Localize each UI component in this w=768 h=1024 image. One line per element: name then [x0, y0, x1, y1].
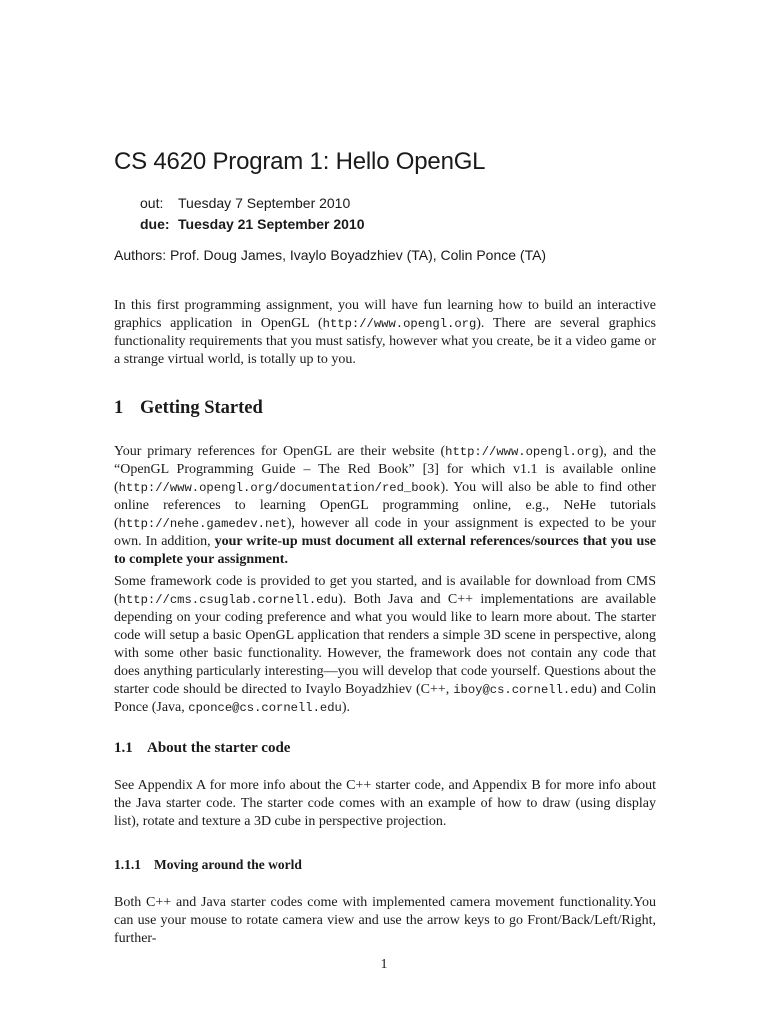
- document-title: CS 4620 Program 1: Hello OpenGL: [114, 148, 486, 175]
- subsubsection-heading: 1.1.1 Moving around the world: [114, 857, 302, 872]
- dates-block: [140, 193, 365, 235]
- references-paragraph: Your primary references for OpenGL are their website (http://www.opengl.org), and the “OpenGL Programming Guide – The Red Book” [3] for which v1.1 is available online (http://www.opengl.org/documentation/red_book). You will also be able to find other online references to learning OpenGL programming online, e.g., NeHe tutorials (http://nehe.gamedev.net), however all code in your assignment is expected to be your own. In addition, your write-up must document all external references/sources that you use to complete your assignment.: [114, 444, 657, 567]
- authors-line: Authors: Prof. Doug James, Ivaylo Boyadzhiev (TA), Colin Ponce (TA): [114, 247, 547, 263]
- page-number: 1: [380, 957, 388, 972]
- url-link[interactable]: http://www.opengl.org/documentation/red_book: [118, 481, 441, 495]
- starter-code-paragraph: See Appendix A for more info about the C++ starter code, and Appendix B for more info about the Java starter code. The starter code comes with an example of how to draw (using display list), rotate and texture a 3D cube in perspective projection.: [114, 778, 656, 829]
- email-link[interactable]: cponce@cs.cornell.edu: [188, 701, 342, 715]
- url-link[interactable]: http://cms.csuglab.cornell.edu: [118, 593, 339, 607]
- intro-paragraph: In this first programming assignment, you will have fun learning how to build an interactive graphics application in OpenGL (http://www.opengl.org). There are several graphics functionality requirements that you must satisfy, however what you create, be it a video game or a strange virtual world, is totally up to you.: [114, 298, 656, 367]
- url-link[interactable]: http://nehe.gamedev.net: [118, 517, 287, 531]
- out-date-row: [140, 193, 365, 214]
- section-heading: 1 Getting Started: [114, 398, 263, 418]
- url-link[interactable]: http://www.opengl.org: [322, 317, 477, 331]
- bold-requirement: your write-up must document all external references/sources that you use to complete your assignment.: [114, 534, 657, 567]
- url-link[interactable]: http://www.opengl.org: [445, 445, 599, 459]
- out-date: Tuesday 7 September 2010: [178, 195, 351, 211]
- out-label: out:: [140, 195, 164, 211]
- due-date: Tuesday 21 September 2010: [178, 216, 365, 232]
- due-label: due:: [140, 216, 170, 232]
- framework-paragraph: Some framework code is provided to get you started, and is available for download from CMS (http://cms.csuglab.cornell.edu). Both Java and C++ implementations are available depending on your coding preference and what you would like to learn more about. The starter code will setup a basic OpenGL application that renders a simple 3D scene in perspective, along with some other basic functionality. However, the framework does not contain any code that does anything particularly interesting—you will develop that code yourself. Questions about the starter code should be directed to Ivaylo Boyadzhiev (C++, iboy@cs.cornell.edu) and Colin Ponce (Java, cponce@cs.cornell.edu).: [114, 574, 656, 715]
- subsection-heading: 1.1 About the starter code: [114, 740, 291, 756]
- moving-paragraph: Both C++ and Java starter codes come with implemented camera movement functionality.You can use your mouse to rotate camera view and use the arrow keys to go Front/Back/Left/Right, further-: [114, 895, 656, 946]
- email-link[interactable]: iboy@cs.cornell.edu: [453, 683, 593, 697]
- due-date-row: [140, 214, 365, 235]
